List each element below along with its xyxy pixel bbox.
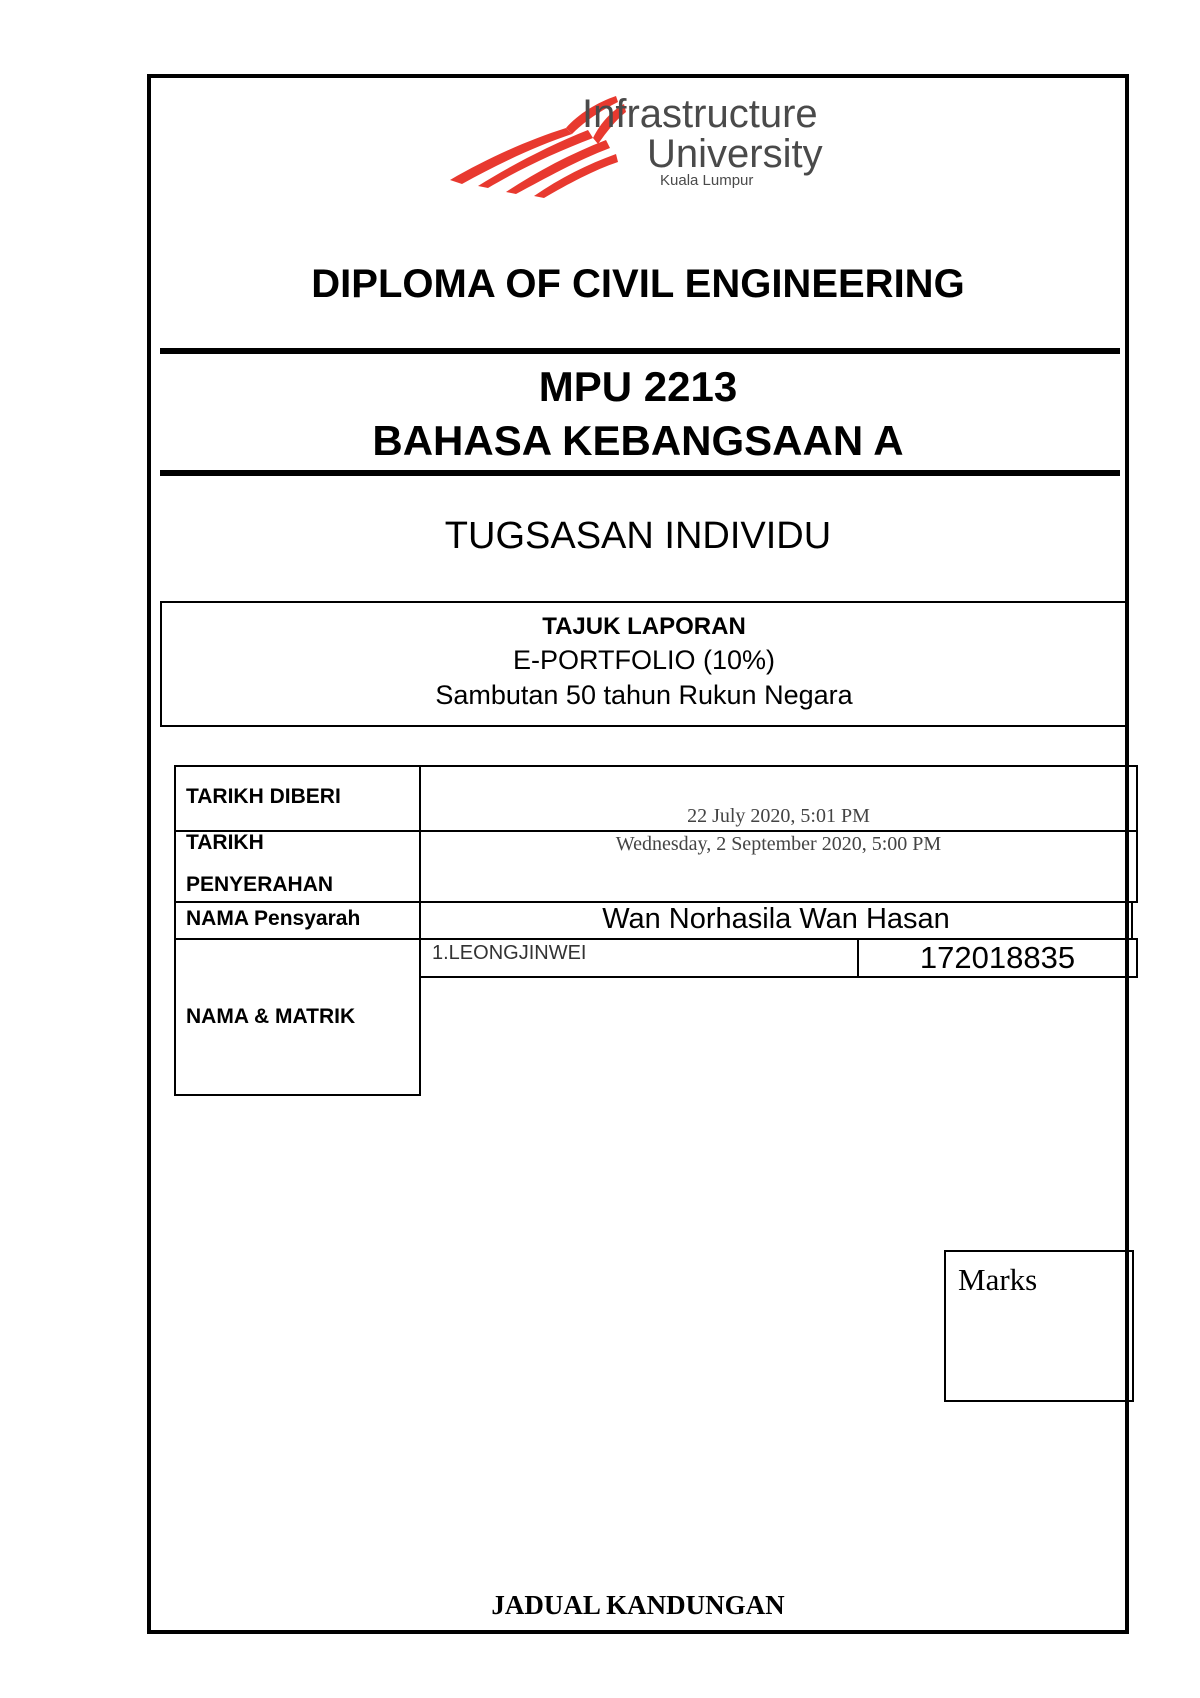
assignment-type: TUGSASAN INDIVIDU bbox=[444, 515, 832, 557]
divider-bottom bbox=[160, 470, 1120, 476]
logo-text-infrastructure: Infrastructure bbox=[582, 92, 818, 136]
course-name: BAHASA KEBANGSAAN A bbox=[372, 417, 904, 464]
report-title-box bbox=[160, 601, 1128, 727]
date-given-value: 22 July 2020, 5:01 PM bbox=[687, 805, 870, 827]
marks-label: Marks bbox=[958, 1262, 1038, 1297]
lecturer-name: Wan Norhasila Wan Hasan bbox=[602, 903, 950, 935]
logo-text-location: Kuala Lumpur bbox=[660, 172, 754, 189]
submission-date: Wednesday, 2 September 2020, 5:00 PM bbox=[615, 833, 942, 855]
student-label: NAMA & MATRIK bbox=[186, 1005, 356, 1028]
submission-label-line1: TARIKH bbox=[186, 831, 264, 854]
lecturer-label: NAMA Pensyarah bbox=[186, 907, 361, 930]
report-title: E-PORTFOLIO (10%) bbox=[512, 645, 776, 675]
program-title: DIPLOMA OF CIVIL ENGINEERING bbox=[311, 262, 965, 306]
report-subtitle: Sambutan 50 tahun Rukun Negara bbox=[435, 680, 853, 710]
submission-label-line2: PENYERAHAN bbox=[186, 873, 334, 896]
course-code: MPU 2213 bbox=[538, 363, 738, 410]
student-id: 172018835 bbox=[919, 940, 1076, 975]
report-label: TAJUK LAPORAN bbox=[542, 613, 746, 640]
date-given-label: TARIKH DIBERI bbox=[186, 785, 341, 808]
table-of-contents-heading: JADUAL KANDUNGAN bbox=[491, 1590, 785, 1620]
divider-top bbox=[160, 348, 1120, 354]
marks-box bbox=[944, 1250, 1134, 1402]
logo-text-university: University bbox=[647, 132, 823, 176]
student-name: 1.LEONGJINWEI bbox=[432, 942, 587, 964]
course-block bbox=[147, 360, 1129, 468]
